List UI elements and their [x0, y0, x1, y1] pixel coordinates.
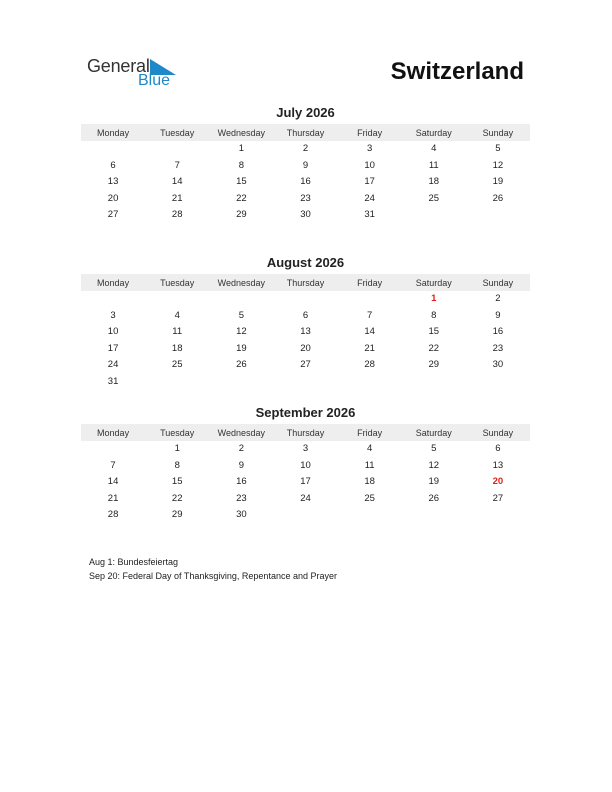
month-title: July 2026	[276, 105, 335, 120]
empty-day-cell	[145, 291, 209, 308]
weekday-label: Monday	[97, 277, 130, 288]
day-cell: 8	[431, 309, 437, 321]
day-cell: 18	[428, 176, 440, 188]
day-cell: 26	[428, 492, 440, 504]
empty-day-cell	[81, 141, 145, 158]
weekday-label: Sunday	[482, 127, 514, 138]
weekday-header	[81, 424, 530, 441]
day-cell: 30	[300, 209, 311, 221]
empty-day-cell	[273, 507, 337, 524]
logo-text-blue: Blue	[138, 72, 171, 89]
day-cell: 27	[492, 492, 504, 504]
day-cell: 2	[238, 443, 244, 454]
day-cell: 2	[495, 293, 501, 304]
month-july	[81, 104, 530, 224]
day-cell: 21	[107, 492, 119, 504]
empty-day-cell	[338, 374, 402, 391]
day-cell: 26	[236, 359, 247, 371]
day-cell: 14	[107, 476, 119, 488]
weekday-label: Sunday	[482, 277, 514, 288]
day-cell: 12	[236, 326, 247, 338]
holiday-note: Sep 20: Federal Day of Thanksgiving, Repentance and Prayer	[89, 570, 337, 581]
day-cell: 17	[300, 476, 311, 488]
day-cell: 20	[107, 192, 119, 204]
day-cell: 8	[174, 459, 180, 471]
day-cell: 24	[107, 359, 119, 371]
day-cell: 28	[171, 209, 183, 221]
day-cell: 13	[300, 326, 311, 338]
empty-day-cell	[402, 374, 466, 391]
day-cell: 16	[492, 326, 504, 338]
day-cell: 6	[110, 159, 116, 171]
weekday-label: Wednesday	[217, 277, 266, 288]
weekday-header	[81, 124, 530, 141]
empty-day-cell	[466, 207, 530, 224]
general-blue-logo	[87, 56, 187, 92]
day-cell: 29	[236, 209, 247, 221]
day-cell: 8	[238, 159, 244, 171]
day-cell: 22	[171, 492, 183, 504]
weekday-label: Friday	[357, 127, 383, 138]
day-cell: 14	[171, 176, 183, 188]
day-cell: 23	[236, 492, 247, 504]
day-cell: 15	[428, 326, 440, 338]
day-cell: 10	[107, 326, 119, 338]
day-cell: 22	[236, 192, 247, 204]
weekday-label: Thursday	[286, 427, 325, 438]
weekday-label: Friday	[357, 427, 383, 438]
day-cell: 3	[302, 443, 309, 454]
empty-day-cell	[466, 374, 530, 391]
day-cell: 25	[171, 359, 183, 371]
day-cell: 7	[366, 309, 373, 321]
day-cell: 3	[366, 143, 373, 154]
day-cell: 13	[107, 176, 119, 188]
day-grid	[81, 441, 530, 524]
day-cell: 11	[428, 159, 439, 171]
day-cell: 27	[107, 209, 119, 221]
day-cell: 10	[364, 159, 375, 171]
day-cell: 9	[302, 159, 309, 171]
country-title: Switzerland	[390, 58, 524, 85]
day-cell: 4	[431, 143, 437, 154]
empty-day-cell	[338, 507, 402, 524]
weekday-label: Tuesday	[160, 127, 195, 138]
weekday-label: Wednesday	[217, 427, 266, 438]
day-cell: 20	[300, 342, 311, 354]
day-cell: 28	[107, 509, 119, 521]
empty-day-cell	[338, 291, 402, 308]
day-cell: 21	[364, 342, 375, 354]
weekday-label: Thursday	[286, 127, 325, 138]
holiday-notes	[89, 556, 349, 583]
weekday-header	[81, 274, 530, 291]
day-cell: 26	[492, 192, 504, 204]
day-cell: 1	[174, 443, 180, 454]
empty-day-cell	[145, 374, 209, 391]
day-grid	[81, 141, 530, 224]
day-cell: 3	[110, 309, 116, 321]
weekday-label: Thursday	[286, 277, 325, 288]
day-cell: 18	[171, 342, 183, 354]
weekday-label: Tuesday	[160, 427, 195, 438]
day-cell: 16	[300, 176, 311, 188]
day-cell: 19	[492, 176, 504, 188]
day-cell: 17	[364, 176, 375, 188]
day-grid	[81, 291, 530, 391]
day-cell: 5	[495, 143, 501, 154]
day-cell: 20	[492, 476, 504, 488]
day-cell: 31	[107, 375, 119, 387]
day-cell: 19	[236, 342, 247, 354]
day-cell: 7	[174, 159, 180, 171]
weekday-label: Sunday	[482, 427, 514, 438]
weekday-label: Friday	[357, 277, 383, 288]
day-cell: 15	[236, 176, 247, 188]
day-cell: 25	[428, 192, 440, 204]
day-cell: 12	[428, 459, 440, 471]
day-cell: 21	[171, 192, 183, 204]
day-cell: 27	[300, 359, 311, 371]
empty-day-cell	[273, 374, 337, 391]
day-cell: 6	[495, 443, 501, 454]
weekday-label: Saturday	[415, 127, 452, 138]
empty-day-cell	[402, 207, 466, 224]
day-cell: 9	[238, 459, 244, 471]
empty-day-cell	[402, 507, 466, 524]
day-cell: 11	[364, 459, 375, 471]
day-cell: 4	[174, 309, 180, 321]
day-cell: 12	[492, 159, 504, 171]
day-cell: 31	[364, 209, 375, 221]
weekday-label: Wednesday	[217, 127, 266, 138]
day-cell: 30	[236, 509, 247, 521]
holiday-note: Aug 1: Bundesfeiertag	[89, 557, 179, 567]
empty-day-cell	[145, 141, 209, 158]
day-cell: 29	[428, 359, 440, 371]
day-cell: 5	[431, 443, 437, 454]
day-cell: 25	[364, 492, 375, 504]
day-cell: 28	[364, 359, 375, 371]
day-cell: 15	[171, 476, 183, 488]
day-cell: 10	[300, 459, 311, 471]
empty-day-cell	[273, 291, 337, 308]
day-cell: 1	[238, 143, 244, 154]
empty-day-cell	[81, 441, 145, 458]
day-cell: 30	[492, 359, 504, 371]
empty-day-cell	[81, 291, 145, 308]
day-cell: 19	[428, 476, 440, 488]
weekday-label: Monday	[97, 427, 130, 438]
day-cell: 24	[364, 192, 375, 204]
month-title: August 2026	[266, 255, 345, 270]
logo-text-general: General	[87, 56, 150, 76]
day-cell: 23	[492, 342, 504, 354]
day-cell: 1	[431, 293, 437, 304]
day-cell: 5	[238, 309, 244, 321]
day-cell: 13	[492, 459, 504, 471]
empty-day-cell	[209, 374, 273, 391]
day-cell: 4	[366, 443, 373, 454]
day-cell: 11	[172, 326, 183, 338]
day-cell: 18	[364, 476, 375, 488]
day-cell: 16	[236, 476, 247, 488]
day-cell: 7	[110, 459, 116, 471]
day-cell: 2	[302, 143, 309, 154]
empty-day-cell	[466, 507, 530, 524]
month-title: September 2026	[255, 405, 356, 420]
day-cell: 24	[300, 492, 311, 504]
weekday-label: Tuesday	[160, 277, 195, 288]
day-cell: 29	[171, 509, 183, 521]
day-cell: 23	[300, 192, 311, 204]
weekday-label: Saturday	[415, 277, 452, 288]
day-cell: 17	[107, 342, 119, 354]
weekday-label: Monday	[97, 127, 130, 138]
day-cell: 9	[495, 309, 501, 321]
weekday-label: Saturday	[415, 427, 452, 438]
month-august	[81, 254, 530, 391]
day-cell: 22	[428, 342, 440, 354]
day-cell: 6	[302, 309, 309, 321]
empty-day-cell	[209, 291, 273, 308]
month-september	[81, 404, 530, 524]
day-cell: 14	[364, 326, 375, 338]
